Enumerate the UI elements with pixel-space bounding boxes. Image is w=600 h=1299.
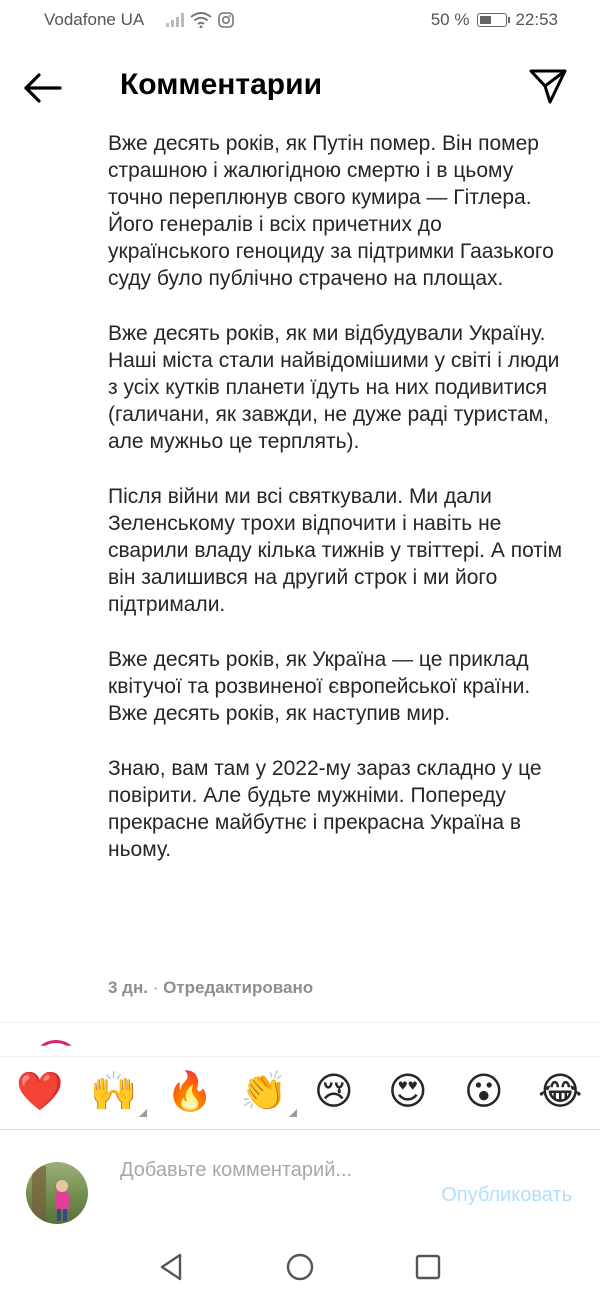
back-button[interactable]	[22, 68, 70, 108]
clap-emoji-button[interactable]	[240, 1067, 287, 1115]
fire-emoji-button[interactable]: 🔥	[166, 1069, 214, 1113]
clock: 22:53	[515, 10, 558, 29]
raised-hands-emoji-button[interactable]	[90, 1067, 137, 1115]
comment-paragraph: Знаю, вам там у 2022-му зараз складно у це повірити. Але будьте мужніми. Попереду прекрасне майбутнє і прекрасна Україна в ньому.	[108, 757, 542, 861]
share-button[interactable]	[528, 66, 570, 108]
nav-back-icon[interactable]	[156, 1252, 186, 1282]
surprised-emoji-button[interactable]: 😮	[464, 1069, 504, 1113]
wifi-icon	[190, 12, 212, 28]
nav-recents-icon[interactable]	[413, 1252, 443, 1282]
paper-plane-icon	[528, 66, 568, 106]
status-right	[431, 10, 558, 30]
skin-tone-indicator-icon	[289, 1109, 297, 1117]
avatar-photo	[26, 1162, 88, 1224]
comment-paragraph: Вже десять років, як Україна — це приклад квітучої та розвиненої європейської країни. Вже десять років, як наступив мир.	[108, 648, 531, 725]
edited-label: Отредактировано	[163, 978, 314, 997]
skin-tone-indicator-icon	[139, 1109, 147, 1117]
joy-emoji-button[interactable]: 😂	[538, 1069, 583, 1113]
status-icons	[166, 12, 234, 28]
system-nav-bar	[0, 1230, 600, 1299]
battery-icon	[477, 13, 507, 27]
comment-paragraph: Вже десять років, як Путін помер. Він помер страшною і жалюгідною смертю і в цьому точно переплюнув свого кумира — Гітлера. Його генералів і всіх причетних до українського геноциду за підтримки Гаазького суду було публічно страчено на площах.	[108, 132, 554, 290]
divider	[0, 1022, 600, 1023]
comment-paragraph: Після війни ми всі святкували. Ми дали Зеленському трохи відпочити і навіть не сварили владу кілька тижнів у твіттері. А потім він залишився на другий строк і ми його підтримали.	[108, 485, 563, 616]
heart-eyes-emoji-button[interactable]: 😍	[388, 1069, 428, 1113]
page-title: Комментарии	[120, 68, 323, 101]
signal-icon	[166, 13, 184, 27]
nav-home-icon[interactable]	[285, 1252, 315, 1282]
heart-emoji-button[interactable]: ❤️	[16, 1069, 64, 1113]
emoji-reaction-bar	[0, 1056, 600, 1130]
clap-emoji: 👏	[240, 1069, 288, 1113]
comment-composer	[0, 1130, 600, 1230]
comment-meta	[108, 978, 313, 998]
instagram-notification-icon	[218, 12, 234, 28]
meta-separator: ·	[147, 978, 164, 997]
battery-percent: 50 %	[430, 10, 470, 29]
comment-input[interactable]	[120, 1156, 380, 1216]
carrier-name: Vodafone UA	[44, 10, 145, 29]
crying-emoji-button[interactable]: 😢	[314, 1069, 354, 1113]
battery-fill	[480, 16, 491, 24]
comment-paragraph: Вже десять років, як ми відбудували Україну. Наші міста стали найвідомішими у світі і люди з усіх кутків планети їдуть на них подивитися (галичани, як завжди, не дуже раді туристам, але мужньо це терплять).	[108, 322, 560, 453]
user-avatar	[26, 1162, 88, 1224]
status-bar	[0, 0, 600, 44]
back-arrow-icon	[22, 68, 62, 108]
publish-button[interactable]: Опубликовать	[441, 1184, 572, 1206]
comment-age: 3 дн.	[108, 978, 148, 997]
raised-hands-emoji: 🙌	[90, 1069, 138, 1113]
comment-body	[108, 130, 568, 891]
header	[0, 44, 600, 130]
